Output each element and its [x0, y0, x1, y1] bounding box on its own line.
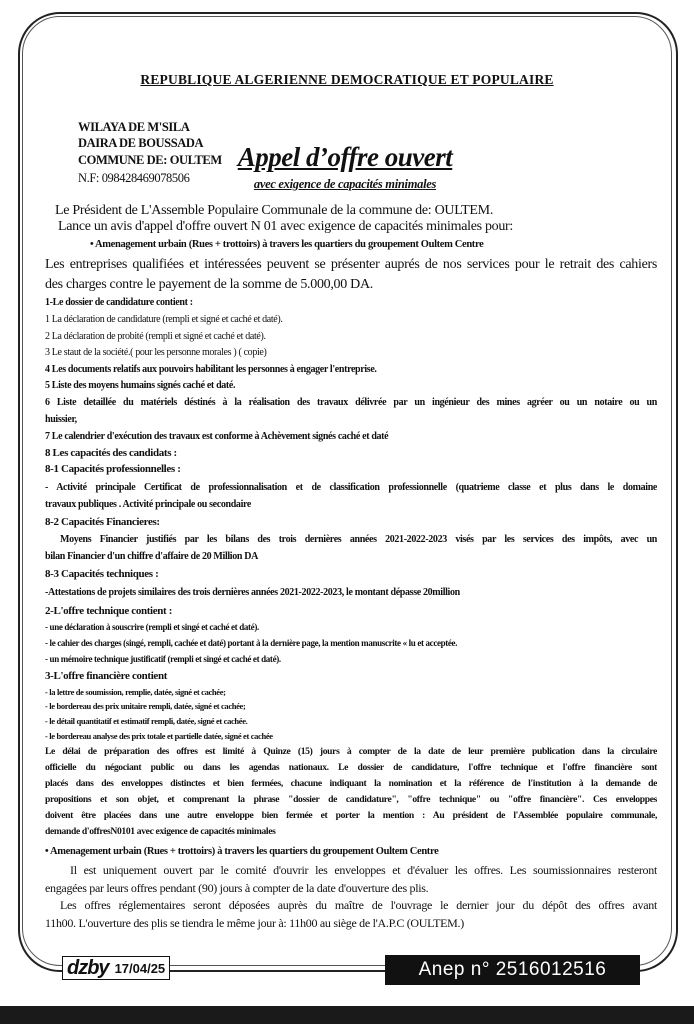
dossier-item: 2 La déclaration de probité (rempli et signé et caché et daté).	[45, 331, 266, 342]
delai-line: officielle du négociant public ou dans les agendas nationaux. Le dossier de candidature, l'offre technique et l'offre financière sont	[45, 762, 657, 773]
fin-line-2: bilan Financier d'un chiffre d'affaire de 20 Million DA	[45, 551, 258, 562]
entreprises-line-2: des charges contre le payement de la somme de 5.000,00 DA.	[45, 277, 373, 292]
offre-technique-item: - un mémoire technique justificatif (rempli et singé et caché et daté).	[45, 654, 281, 664]
nf-number: N.F: 098428469078506	[78, 171, 190, 185]
delai-line: placés dans des enveloppes distinctes et bien fermées, chacune indiquant la nomination et la référence de l'institution à la demande de	[45, 778, 657, 789]
publication-date: 17/04/25	[114, 960, 166, 976]
entreprises-line-1: Les entreprises qualifiées et intéressées peuvent se présenter auprés de nos services pour le retrait des cahiers	[45, 257, 657, 272]
dossier-item: 4 Les documents relatifs aux pouvoirs habilitant les personnes à engager l'entreprise.	[45, 364, 377, 375]
scan-edge	[0, 1006, 694, 1024]
commune: COMMUNE DE: OULTEM	[78, 153, 222, 167]
fin-line-1: Moyens Financier justifiés par les bilans des trois dernières années 2021-2022-2023 visés par les services des impôts, avec un	[60, 534, 657, 545]
publisher-logo: dzby	[67, 956, 109, 979]
offre-financiere-heading: 3-L'offre financière contient	[45, 670, 168, 682]
pro-line-1: - Activité principale Certificat de professionnalisation et de classification professionnelle (quatrieme classe et plus dans le domaine	[45, 482, 657, 493]
project-bullet-2: • Amenagement urbain (Rues + trottoirs) à travers les quartiers du groupement Oultem Centre	[45, 846, 439, 857]
wilaya: WILAYA DE M'SILA	[78, 120, 190, 134]
pro-heading: 8-1 Capacités professionnelles :	[45, 463, 181, 475]
daira: DAIRA DE BOUSSADA	[78, 136, 204, 150]
project-bullet: • Amenagement urbain (Rues + trottoirs) à travers les quartiers du groupement Oultem Centre	[90, 239, 484, 250]
dossier-item: 6 Liste detaillée du matériels déstinés à la réalisation des travaux délivrée par un ingénieur des mines agréer ou un notaire ou un	[45, 397, 657, 408]
offre-financiere-item: - la lettre de soumission, remplie, datée, signé et cachée;	[45, 687, 226, 697]
delai-line: Le délai de préparation des offres est limité à Quinze (15) jours à compter de la date de leur première publication dans la circulaire	[45, 746, 657, 757]
offre-technique-item: - le cahier des charges (singé, rempli, cachée et daté) portant à la dernière page, la mention manuscrite « lu et acceptée.	[45, 638, 458, 648]
closing-line: Il est uniquement ouvert par le comité d'ouvrir les enveloppes et d'évaluer les offres. Les soumissionnaires resteront	[70, 863, 657, 877]
closing-line: engagées par leurs offres pendant (90) jours à compter de la date d'ouverture des plis.	[45, 881, 429, 895]
delai-line: propositions et son objet, et comprenant la phrase "dossier de candidature", "offre technique" ou "offre financière". Ces enveloppes	[45, 794, 657, 805]
offre-technique-item: - une déclaration à souscrire (rempli et singé et caché et daté).	[45, 622, 259, 632]
offre-technique-heading: 2-L'offre technique contient :	[45, 605, 173, 617]
tech-heading: 8-3 Capacités techniques :	[45, 568, 159, 580]
publisher-stamp	[62, 956, 170, 980]
lance-line: Lance un avis d'appel d'offre ouvert N 01 avec exigence de capacités minimales pour:	[58, 219, 514, 234]
anep-reference: Anep n° 2516012516	[385, 955, 640, 985]
delai-line: demande d'offresN0101 avec exigence de capacités minimales	[45, 826, 276, 837]
closing-line: Les offres réglementaires seront déposées auprès du maître de l'ouvrage le dernier jour du dépôt des offres avant	[60, 898, 657, 912]
delai-line: doivent être placées dans une autre enveloppe bien fermée et porter la mention : Au président de l'Assemblée populaire communale,	[45, 810, 657, 821]
offre-financiere-item: - le détail quantitatif et estimatif rempli, datée, signé et cachée.	[45, 716, 248, 726]
closing-line: 11h00. L'ouverture des plis se tiendra le même jour à: 11h00 au siège de l'A.P.C (OULTEM.)	[45, 916, 464, 930]
capacites-heading: 8 Les capacités des candidats :	[45, 447, 177, 459]
president-line: Le Président de L'Assemble Populaire Communale de la commune de: OULTEM.	[55, 203, 494, 218]
dossier-item: 1 La déclaration de candidature (rempli et signé et caché et daté).	[45, 314, 283, 325]
page-subtitle: avec exigence de capacités minimales	[253, 177, 437, 191]
dossier-item: 5 Liste des moyens humains signés caché et daté.	[45, 380, 236, 391]
tech-line-1: -Attestations de projets similaires des trois dernières années 2021-2022-2023, le montant dépasse 20million	[45, 587, 460, 598]
page-title: Appel d’offre ouvert	[237, 142, 453, 172]
dossier-item: 7 Le calendrier d'exécution des travaux est conforme à Achèvement signés caché et daté	[45, 431, 389, 442]
pro-line-2: travaux publiques . Activité principale ou secondaire	[45, 499, 252, 510]
offre-financiere-item: - le bordereau des prix unitaire rempli, datée, signé et cachée;	[45, 701, 246, 711]
dossier-item: 3 Le staut de la société.( pour les personne morales ) ( copie)	[45, 347, 267, 358]
dossier-item: huissier,	[45, 414, 77, 425]
republic-heading: REPUBLIQUE ALGERIENNE DEMOCRATIQUE ET POPULAIRE	[140, 72, 554, 87]
fin-heading: 8-2 Capacités Financieres:	[45, 516, 160, 528]
dossier-heading: 1-Le dossier de candidature contient :	[45, 297, 193, 308]
offre-financiere-item: - le bordereau analyse des prix totale et partielle datée, signé et cachée	[45, 731, 273, 741]
